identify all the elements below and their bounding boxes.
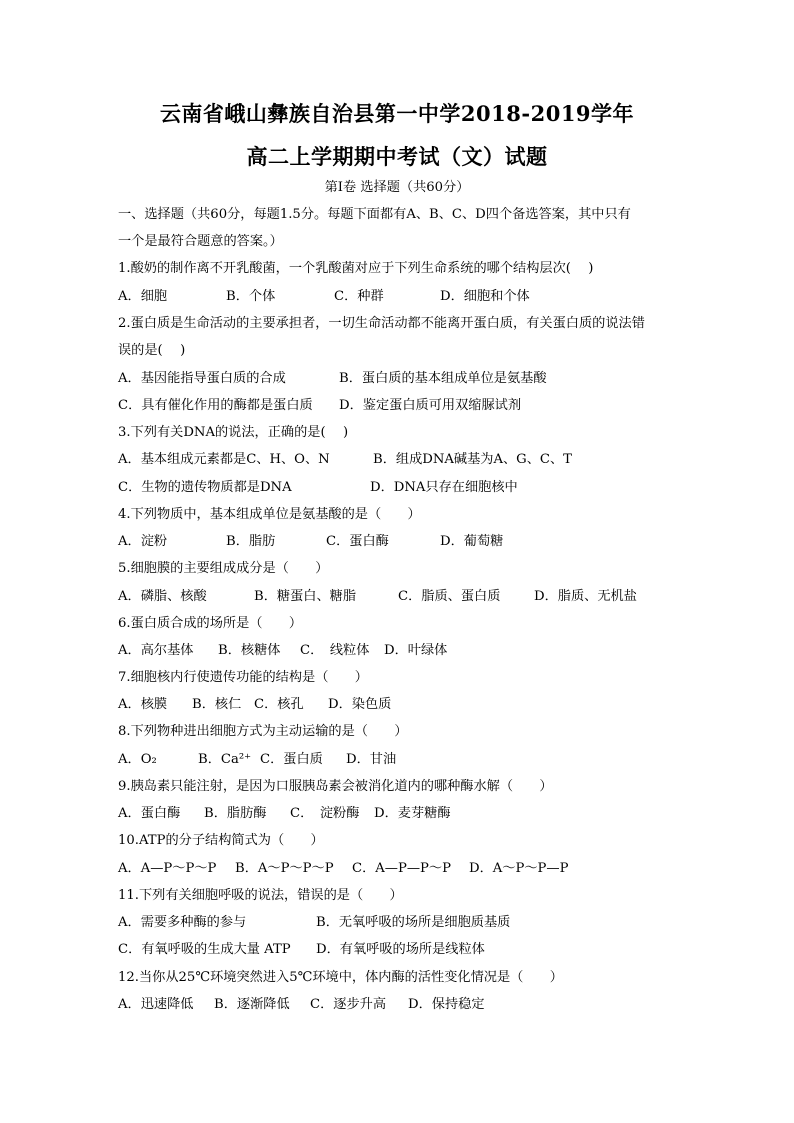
- option-row: [118, 751, 396, 769]
- option: C．种群: [334, 289, 384, 304]
- question-stem: 9.胰岛素只能注射，是因为口服胰岛素会被消化道内的哪种酶水解（ ）: [118, 779, 553, 794]
- option: C． 淀粉酶: [290, 806, 360, 821]
- option: A．细胞: [118, 289, 168, 304]
- option: C．具有催化作用的酶都是蛋白质: [118, 398, 313, 413]
- option-row: [118, 397, 521, 415]
- option: B．核糖体: [218, 643, 281, 658]
- question-stem: 8.下列物种进出细胞方式为主动运输的是（ ）: [118, 724, 408, 739]
- option: B．脂肪酶: [204, 806, 267, 821]
- option: C．核孔: [254, 697, 304, 712]
- option: A．核膜: [118, 697, 168, 712]
- option: B．逐渐降低: [214, 997, 290, 1012]
- option: B．个体: [226, 289, 276, 304]
- option: D．鉴定蛋白质可用双缩脲试剂: [339, 398, 522, 413]
- option-row: [118, 451, 572, 469]
- option: A．磷脂、核酸: [118, 589, 207, 604]
- option: B．蛋白质的基本组成单位是氨基酸: [339, 371, 547, 386]
- option: A．A—P～P～P: [118, 861, 217, 876]
- option: D．保持稳定: [408, 997, 485, 1012]
- instructions-line: 一、选择题（共60分，每题1.5分。每题下面都有A、B、C、D四个备选答案，其中只有: [118, 207, 631, 222]
- page-subtitle: 高二上学期期中考试（文）试题: [246, 144, 548, 169]
- question-stem: 11.下列有关细胞呼吸的说法，错误的是（ ）: [118, 888, 403, 903]
- option-row: [118, 696, 391, 714]
- question-stem: 7.细胞核内行使遗传功能的结构是（ ）: [118, 670, 368, 685]
- option-row: [118, 370, 547, 388]
- option-row: [118, 288, 530, 306]
- option: D．细胞和个体: [440, 289, 530, 304]
- option-row: [118, 860, 568, 878]
- option: A．需要多种酶的参与: [118, 915, 247, 930]
- option: A．蛋白酶: [118, 806, 181, 821]
- page-title: 云南省峨山彝族自治县第一中学2018-2019学年: [159, 101, 635, 126]
- question-stem: 10.ATP的分子结构简式为（ ）: [118, 833, 324, 848]
- option: C．有氧呼吸的生成大量 ATP: [118, 942, 291, 957]
- option-row: [118, 805, 451, 823]
- question-stem: 12.当你从25℃环境突然进入5℃环境中，体内酶的活性变化情况是（ ）: [118, 970, 563, 985]
- option: C． 线粒体: [300, 643, 370, 658]
- option: D．A～P～P—P: [469, 861, 569, 876]
- option-row: [118, 914, 510, 932]
- option: C．逐步升高: [310, 997, 387, 1012]
- option-row: [118, 588, 637, 606]
- option: A．基因能指导蛋白质的合成: [118, 371, 286, 386]
- option: B．组成DNA碱基为A、G、C、T: [373, 452, 572, 467]
- option-row: [118, 996, 485, 1014]
- option: B．糖蛋白、糖脂: [254, 589, 357, 604]
- question-stem: 1.酸奶的制作离不开乳酸菌，一个乳酸菌对应于下列生命系统的哪个结构层次( ): [118, 261, 594, 276]
- option: C．蛋白酶: [326, 534, 389, 549]
- question-stem: 6.蛋白质合成的场所是（ ）: [118, 616, 303, 631]
- option: C．蛋白质: [260, 752, 323, 767]
- option: D．甘油: [346, 752, 397, 767]
- option: A．淀粉: [118, 534, 168, 549]
- option-row: [118, 533, 503, 551]
- option: D．有氧呼吸的场所是线粒体: [316, 942, 485, 957]
- option: B．无氧呼吸的场所是细胞质基质: [316, 915, 511, 930]
- option: A．O₂: [118, 752, 157, 767]
- option-row: [118, 479, 518, 497]
- option: D．DNA只存在细胞核中: [370, 480, 518, 495]
- option-row: [118, 642, 447, 660]
- option: A．高尔基体: [118, 643, 194, 658]
- option: A．迅速降低: [118, 997, 194, 1012]
- option: D．脂质、无机盐: [534, 589, 637, 604]
- option: B．A～P～P～P: [235, 861, 334, 876]
- option: D．麦芽糖酶: [374, 806, 451, 821]
- option: D．染色质: [328, 697, 392, 712]
- instructions-line: 一个是最符合题意的答案。）: [118, 234, 283, 249]
- question-stem: 3.下列有关DNA的说法，正确的是( ): [118, 425, 349, 440]
- question-stem: 误的是( ): [118, 343, 186, 358]
- option: B．脂肪: [226, 534, 276, 549]
- question-stem: 4.下列物质中，基本组成单位是氨基酸的是（ ）: [118, 507, 421, 522]
- option: C．A—P—P～P: [352, 861, 451, 876]
- question-stem: 2.蛋白质是生命活动的主要承担者，一切生命活动都不能离开蛋白质，有关蛋白质的说法错: [118, 316, 645, 331]
- option: D．叶绿体: [384, 643, 448, 658]
- question-stem: 5.细胞膜的主要组成成分是（ ）: [118, 561, 329, 576]
- section-heading: 第Ⅰ卷 选择题（共60分）: [324, 180, 470, 195]
- option: C．脂质、蛋白质: [398, 589, 501, 604]
- option: C．生物的遗传物质都是DNA: [118, 480, 292, 495]
- option: B．核仁: [192, 697, 242, 712]
- option: A．基本组成元素都是C、H、O、N: [118, 452, 330, 467]
- option-row: [118, 941, 485, 959]
- option: B．Ca²⁺: [198, 752, 252, 767]
- option: D．葡萄糖: [440, 534, 504, 549]
